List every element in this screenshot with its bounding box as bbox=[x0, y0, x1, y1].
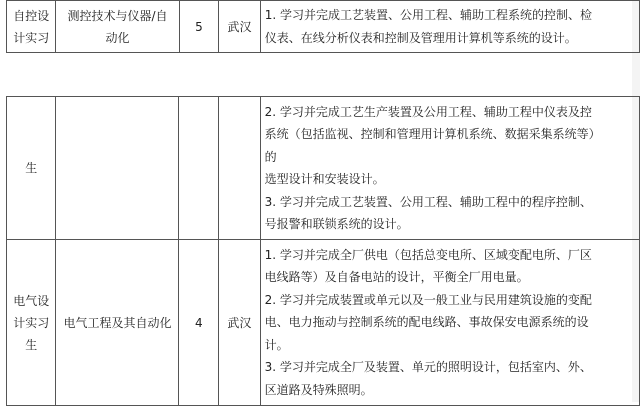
description-line: 2. 学习并完成工艺生产装置及公用工程、辅助工程中仪表及控 bbox=[264, 104, 592, 119]
major-line: 动化 bbox=[105, 30, 130, 45]
major-cell bbox=[56, 97, 179, 240]
course-line: 电气设 bbox=[13, 293, 50, 308]
description-line: 区道路及特殊照明。 bbox=[264, 382, 373, 397]
description-line: 仪表、在线分析仪表和控制及管理用计算机等系统的设计。 bbox=[264, 30, 577, 45]
weeks-cell: 5 bbox=[179, 1, 219, 53]
course-line: 生 bbox=[25, 337, 38, 352]
description-line: 计。 bbox=[264, 337, 289, 352]
major-cell bbox=[56, 1, 179, 53]
weeks-cell: 4 bbox=[179, 240, 219, 406]
description-line: 号报警和联锁系统的设计。 bbox=[264, 217, 409, 231]
description-line: 3. 学习并完成工艺装置、公用工程、辅助工程中的程序控制、 bbox=[264, 194, 592, 209]
course-line: 计实习 bbox=[13, 30, 50, 45]
description-cell bbox=[260, 240, 639, 406]
major-cell: 电气工程及其自动化 bbox=[56, 240, 179, 406]
description-line: 电线路等）及自备电站的设计，平衡全厂用电量。 bbox=[264, 270, 529, 285]
table-row bbox=[7, 240, 640, 406]
table-row bbox=[7, 1, 640, 53]
table-internship-top bbox=[6, 0, 640, 53]
description-line: 3. 学习并完成全厂及装置、单元的照明设计，包括室内、外、 bbox=[264, 360, 592, 375]
description-line: 选型设计和安装设计。 bbox=[264, 172, 385, 186]
description-line: 2. 学习并完成装置或单元以及一般工业与民用建筑设施的变配 bbox=[264, 292, 592, 307]
course-line: 自控设 bbox=[13, 8, 50, 23]
location-cell: 武汉 bbox=[219, 1, 261, 53]
course-name-cell bbox=[7, 1, 56, 53]
weeks-cell bbox=[179, 97, 219, 240]
location-cell: 武汉 bbox=[219, 240, 261, 406]
course-name-cell bbox=[7, 240, 56, 406]
description-line: 的 bbox=[264, 149, 277, 164]
course-line: 计实习 bbox=[13, 315, 50, 330]
major-line: 测控技术与仪器/自 bbox=[67, 8, 168, 23]
description-cell bbox=[260, 1, 639, 53]
table-internship-bottom bbox=[6, 96, 640, 406]
course-name-cell: 生 bbox=[7, 97, 56, 240]
description-line: 系统（包括监视、控制和管理用计算机系统、数据采集系统等） bbox=[264, 127, 601, 141]
description-line: 1. 学习并完成工艺装置、公用工程、辅助工程系统的控制、检 bbox=[264, 8, 593, 22]
table-row bbox=[7, 97, 640, 240]
description-line: 1. 学习并完成全厂供电（包括总变电所、区域变配电所、厂区 bbox=[264, 247, 592, 262]
location-cell bbox=[219, 97, 261, 240]
description-cell bbox=[260, 97, 639, 240]
description-line: 电、电力拖动与控制系统的配电线路、事故保安电源系统的设 bbox=[264, 315, 589, 330]
